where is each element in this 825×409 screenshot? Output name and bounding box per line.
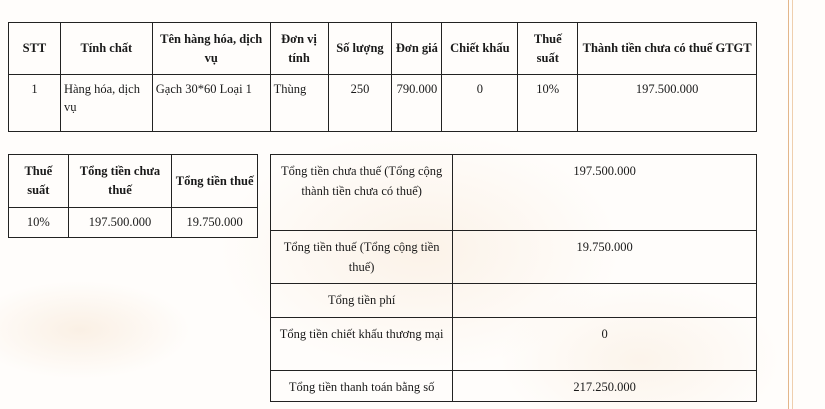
header-quantity: Số lượng xyxy=(328,23,392,75)
cell-quantity: 250 xyxy=(328,75,392,132)
totals-row-fees xyxy=(271,284,757,318)
header-unit: Đơn vị tính xyxy=(270,23,328,75)
header-stt: STT xyxy=(9,23,61,75)
cell-total-pre-tax: 197.500.000 xyxy=(68,208,172,238)
items-table-header-row xyxy=(9,23,757,75)
tax-summary-table xyxy=(8,154,258,238)
totals-row-pre-tax xyxy=(271,155,757,231)
cell-unit: Thùng xyxy=(270,75,328,132)
value-total-fees xyxy=(453,284,757,318)
header-unit-price: Đơn giá xyxy=(392,23,442,75)
cell-stt: 1 xyxy=(9,75,61,132)
totals-row-discount xyxy=(271,318,757,371)
header-tax-rate: Thuế suất xyxy=(9,155,69,208)
totals-row-tax xyxy=(271,231,757,284)
header-total-pre-tax: Tổng tiền chưa thuế xyxy=(68,155,172,208)
table-row xyxy=(9,75,757,132)
cell-tax-rate: 10% xyxy=(9,208,69,238)
label-total-payment: Tổng tiền thanh toán bằng số xyxy=(271,371,453,402)
cell-discount: 0 xyxy=(442,75,518,132)
value-total-tax: 19.750.000 xyxy=(453,231,757,284)
header-discount: Chiết khấu xyxy=(442,23,518,75)
totals-table xyxy=(270,154,757,402)
value-total-payment: 217.250.000 xyxy=(453,371,757,402)
tax-summary-header-row xyxy=(9,155,258,208)
header-item-name: Tên hàng hóa, dịch vụ xyxy=(152,23,270,75)
table-row xyxy=(9,208,258,238)
header-tax-rate: Thuế suất xyxy=(518,23,578,75)
header-amount-before-tax: Thành tiền chưa có thuế GTGT xyxy=(578,23,757,75)
label-total-fees: Tổng tiền phí xyxy=(271,284,453,318)
cell-item-name: Gạch 30*60 Loại 1 xyxy=(152,75,270,132)
decorative-frame-border-inner xyxy=(792,0,793,409)
cell-amount-before-tax: 197.500.000 xyxy=(578,75,757,132)
cell-tax-rate: 10% xyxy=(518,75,578,132)
decorative-frame-border xyxy=(788,0,789,409)
value-total-trade-discount: 0 xyxy=(453,318,757,371)
label-total-tax: Tổng tiền thuế (Tổng cộng tiền thuế) xyxy=(271,231,453,284)
items-table xyxy=(8,22,757,132)
cell-nature: Hàng hóa, dịch vụ xyxy=(60,75,152,132)
cell-total-tax: 19.750.000 xyxy=(172,208,258,238)
label-total-trade-discount: Tổng tiền chiết khấu thương mại xyxy=(271,318,453,371)
totals-row-payment xyxy=(271,371,757,402)
header-total-tax: Tổng tiền thuế xyxy=(172,155,258,208)
cell-unit-price: 790.000 xyxy=(392,75,442,132)
value-total-pre-tax: 197.500.000 xyxy=(453,155,757,231)
header-nature: Tính chất xyxy=(60,23,152,75)
label-total-pre-tax: Tổng tiền chưa thuế (Tổng cộng thành tiền chưa có thuế) xyxy=(271,155,453,231)
